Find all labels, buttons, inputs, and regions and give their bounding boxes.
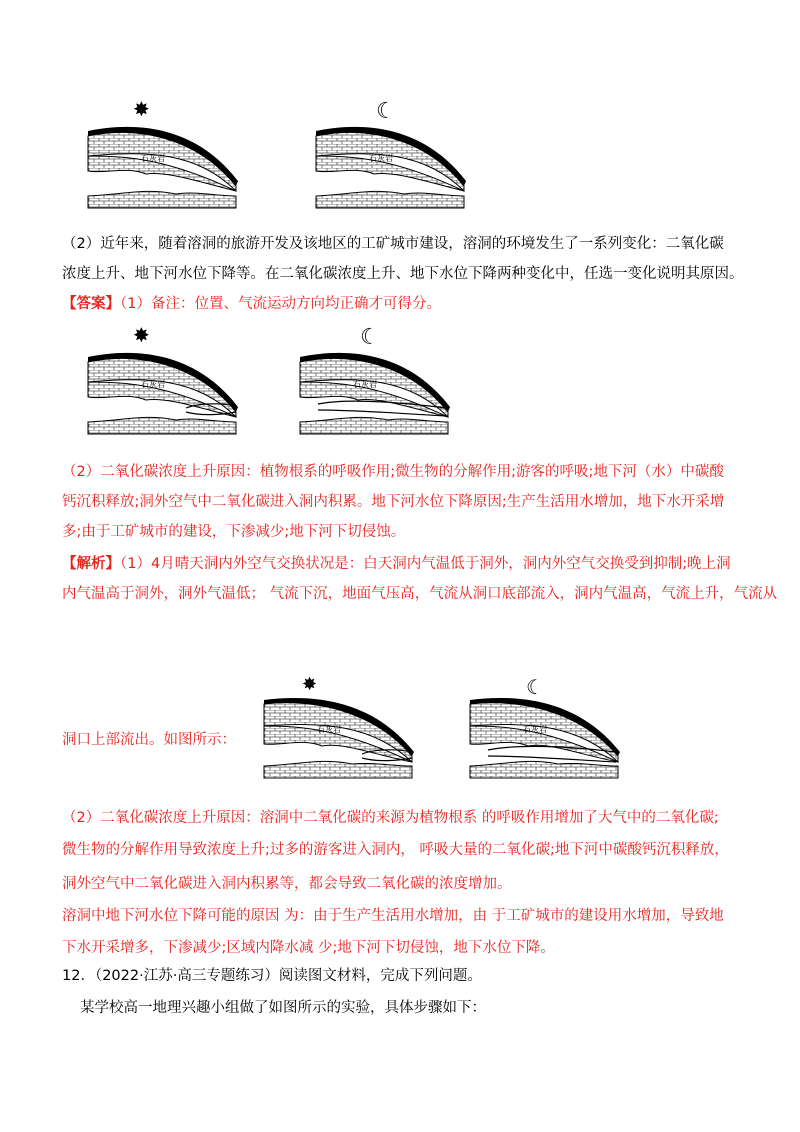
moon-icon: ☾ — [526, 675, 544, 699]
analysis-line-1: （1）4月晴天洞内外空气交换状况是：白天洞内气温低于洞外，洞内外空气交换受到抑制;晚上洞 — [120, 556, 731, 572]
answer-tag: 【答案】 — [62, 296, 120, 312]
sun-icon: ✸ — [133, 97, 150, 121]
answer-2-line-3: 多;由于工矿城市的建设，下渗减少;地下河下切侵蚀。 — [62, 524, 406, 540]
sun-icon: ✸ — [133, 323, 150, 347]
moon-icon: ☾ — [360, 325, 380, 350]
answer-line-1: （1）备注：位置、气流运动方向均正确才可得分。 — [120, 296, 441, 312]
rock-label: 石灰岩 — [141, 380, 165, 389]
analysis-2-line-1: （2）二氧化碳浓度上升原因：溶洞中二氧化碳的来源为植物根系 的呼吸作用增加了大气中的二氧化碳; — [62, 810, 719, 826]
answer-2-line-2: 钙沉积释放;洞外空气中二氧化碳进入洞内积累。地下河水位下降原因;生产生活用水增加，地下水开采增 — [62, 494, 725, 510]
answer-diagram-day — [86, 322, 246, 437]
answer-2-line-1: （2）二氧化碳浓度上升原因：植物根系的呼吸作用;微生物的分解作用;游客的呼吸;地下河（水）中碳酸 — [62, 464, 724, 480]
rock-label: 石灰岩 — [353, 380, 377, 389]
analysis-2-line-5: 下水开采增多，下渗减少;区域内降水减 少;地下河下切侵蚀，地下水位下降。 — [62, 940, 555, 956]
rock-label: 石灰岩 — [317, 725, 341, 734]
cave-diagram-night — [314, 96, 474, 211]
analysis-2-line-2: 微生物的分解作用导致浓度上升;过多的游客进入洞内， 呼吸大量的二氧化碳;地下河中碳酸钙沉积释放， — [62, 842, 729, 858]
answer-diagram-night — [298, 322, 458, 437]
analysis-2-line-3: 洞外空气中二氧化碳进入洞内积累等，都会导致二氧化碳的浓度增加。 — [62, 876, 512, 892]
cave-diagram-day — [86, 96, 246, 211]
rock-label: 石灰岩 — [141, 154, 165, 163]
question-12-line-2: 某学校高一地理兴趣小组做了如图所示的实验，具体步骤如下： — [80, 1000, 486, 1016]
q2-line-2: 浓度上升、地下河水位下降等。在二氧化碳浓度上升、地下水位下降两种变化中，任选一变化说明其原因。 — [62, 266, 744, 282]
question-12-line-1: 12．（2022·江苏·高三专题练习）阅读图文材料，完成下列问题。 — [62, 968, 482, 984]
analysis-diagram-day — [262, 674, 422, 789]
sun-icon: ✸ — [302, 674, 318, 695]
analysis-line-2: 内气温高于洞外，洞外气温低； 气流下沉，地面气压高，气流从洞口底部流入，洞内气温高，气流上升，气流从 — [62, 586, 778, 602]
analysis-tag: 【解析】 — [62, 556, 120, 572]
rock-label: 石灰岩 — [369, 154, 393, 163]
moon-icon: ☾ — [376, 99, 396, 124]
airflow-arrow — [318, 401, 446, 408]
rock-label: 石灰岩 — [523, 725, 547, 734]
q2-line-1: （2）近年来，随着溶洞的旅游开发及该地区的工矿城市建设，溶洞的环境发生了一系列变化：二氧化碳 — [62, 236, 724, 252]
airflow-arrow — [488, 746, 616, 752]
analysis-line-3: 洞口上部流出。如图所示： — [62, 732, 236, 748]
analysis-2-line-4: 溶洞中地下河水位下降可能的原因 为：由于生产生活用水增加，由 于工矿城市的建设用水增加，导致地 — [62, 908, 724, 924]
analysis-diagram-night — [468, 674, 628, 789]
